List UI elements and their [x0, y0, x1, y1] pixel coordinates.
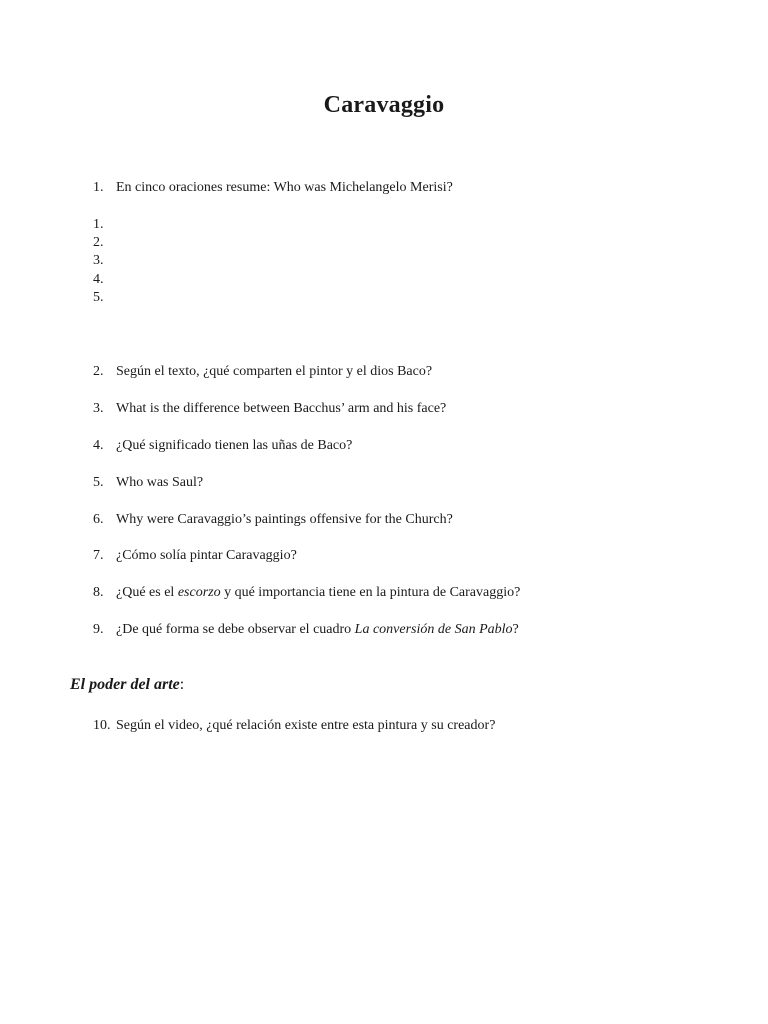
question-text: ¿Cómo solía pintar Caravaggio?: [116, 548, 297, 563]
answer-line-5: 5.: [93, 289, 104, 305]
question-text: Who was Saul?: [116, 475, 204, 490]
question-3: [93, 400, 446, 418]
answer-line-1: 1.: [93, 217, 104, 232]
question-1: [93, 179, 453, 197]
question-text-end: ?: [512, 622, 519, 637]
answer-line-3: 3.: [93, 253, 104, 269]
question-text: Why were Caravaggio’s paintings offensive for the Church?: [116, 512, 453, 527]
question-number: 4.: [93, 438, 104, 453]
question-number: 2.: [93, 364, 104, 379]
question-text-emphasis: escorzo: [177, 585, 221, 600]
answer-line-4: 4.: [93, 271, 104, 287]
question-6: [93, 511, 453, 529]
question-number: 1.: [93, 180, 104, 195]
question-text-start: ¿De qué forma se debe observar el cuadro: [116, 622, 355, 637]
question-text-start: ¿Qué es el: [116, 585, 178, 600]
question-number: 7.: [93, 548, 104, 563]
answer-line-2: 2.: [93, 235, 104, 251]
question-9: [93, 621, 519, 639]
question-number: 10.: [93, 718, 111, 733]
question-text: What is the difference between Bacchus’ arm and his face?: [116, 401, 447, 416]
question-8: [93, 584, 520, 602]
document-title: Caravaggio: [323, 92, 445, 118]
question-number: 3.: [93, 401, 104, 416]
section-heading-text: El poder del arte: [70, 676, 180, 693]
question-text-emphasis: La conversión de San Pablo: [354, 622, 513, 637]
question-4: [93, 437, 352, 455]
section-heading-colon: :: [179, 676, 185, 693]
question-text: ¿Qué significado tienen las uñas de Baco?: [116, 438, 353, 453]
question-number: 6.: [93, 512, 104, 527]
answer-list: [93, 216, 104, 307]
question-number: 9.: [93, 622, 104, 637]
question-2: [93, 363, 432, 381]
question-5: [93, 474, 203, 492]
question-number: 5.: [93, 475, 104, 490]
question-10: [93, 717, 495, 735]
question-number: 8.: [93, 585, 104, 600]
question-text-end: y qué importancia tiene en la pintura de Caravaggio?: [220, 585, 521, 600]
section-heading: [70, 676, 184, 694]
question-text: Según el video, ¿qué relación existe entre esta pintura y su creador?: [116, 718, 496, 733]
question-7: [93, 547, 297, 565]
question-text: Según el texto, ¿qué comparten el pintor y el dios Baco?: [116, 364, 433, 379]
question-text: En cinco oraciones resume: Who was Michelangelo Merisi?: [116, 180, 453, 195]
